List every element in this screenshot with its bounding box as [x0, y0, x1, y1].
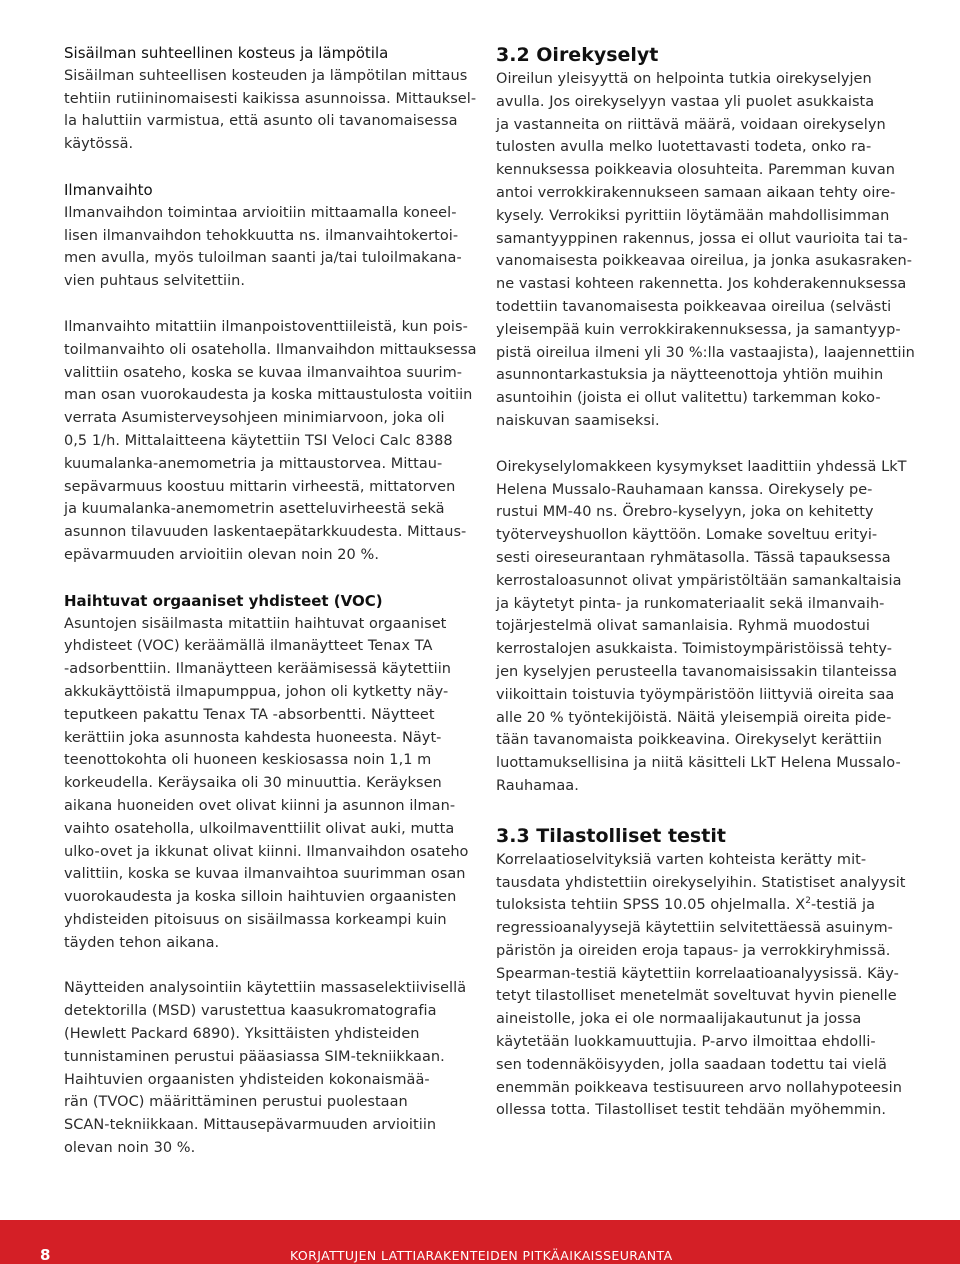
footer-bar [0, 1220, 960, 1264]
text-line: enemmän poikkeava testisuureen arvo nollahypoteesin [496, 1079, 902, 1096]
text-line: päristön ja oireiden eroja tapaus- ja verrokkiryhmissä. [496, 942, 891, 959]
text-line: toilmanvaihto oli osateholla. Ilmanvaihdon mittauksessa [64, 341, 477, 358]
text-line: lisen ilmanvaihdon tehokkuutta ns. ilmanvaihtokertoi- [64, 227, 459, 244]
text-line: tulosten avulla melko luotettavasti todeta, onko ra- [496, 139, 872, 156]
text-line: 0,5 1/h. Mittalaitteena käytettiin TSI Veloci Calc 8388 [64, 432, 453, 449]
text-line: epävarmuuden arvioitiin olevan noin 20 %. [64, 546, 379, 563]
text-line: käytössä. [64, 136, 134, 153]
text-line: tetyt tilastolliset menetelmät soveltuvat hyvin pienelle [496, 988, 897, 1005]
text-line: ollessa totta. Tilastolliset testit tehdään myöhemmin. [496, 1102, 887, 1119]
text-line: valittiin osateho, koska se kuvaa ilmanvaihtoa suurim- [64, 364, 463, 381]
paragraph-ventilation-1 [64, 202, 464, 293]
text-line: la haluttiin varmistua, että asunto oli tavanomaisessa [64, 113, 458, 130]
text-line: (Hewlett Packard 6890). Yksittäisten yhdisteiden [64, 1026, 420, 1043]
text-line: aineistolle, joka ei ole normaalijakautunut ja jossa [496, 1011, 862, 1028]
text-line: Rauhamaa. [496, 777, 579, 794]
chi-square-superscript: 2 [805, 896, 811, 907]
text-line: Spearman-testiä käytettiin korrelaatioanalyysissä. Käy- [496, 965, 899, 982]
heading-ventilation: Ilmanvaihto [64, 180, 153, 199]
text-line: täyden tehon aikana. [64, 934, 220, 951]
paragraph-surveys-2 [496, 456, 907, 798]
paragraph-voc-1 [64, 613, 469, 955]
text-line: -adsorbenttiin. Ilmanäytteen keräämisessä käytettiin [64, 661, 452, 678]
text-line: kerättiin joka asunnosta kahdesta huoneesta. Näyt- [64, 729, 442, 746]
text-line: valittiin, koska se kuvaa ilmanvaihtoa suurimman osan [64, 866, 466, 883]
text-line: teputkeen pakattu Tenax TA -absorbentti. Näytteet [64, 706, 435, 723]
text-line: Sisäilman suhteellisen kosteuden ja lämpötilan mittaus [64, 67, 468, 84]
text-line: kysely. Verrokiksi pyrittiin löytämään mahdollisimman [496, 207, 890, 224]
text-line: ja käytetyt pinta- ja runkomateriaalit sekä ilmanvaih- [496, 595, 885, 612]
text-line: vaihto osateholla, ulkoilmaventtiilit olivat auki, mutta [64, 820, 455, 837]
text-line: yhdisteet (VOC) keräämällä ilmanäytteet Tenax TA [64, 638, 433, 655]
text-line: teenottokohta oli huoneen keskiosassa noin 1,1 m [64, 752, 432, 769]
text-line: ulko-ovet ja ikkunat olivat kiinni. Ilmanvaihdon osateho [64, 843, 469, 860]
text-line: Helena Mussalo-Rauhamaan kanssa. Oirekysely pe- [496, 481, 873, 498]
text-line: alle 20 % työntekijöistä. Näitä yleisempiä oireita pide- [496, 709, 892, 726]
text-line: Asuntojen sisäilmasta mitattiin haihtuvat orgaaniset [64, 615, 447, 632]
text-line: asunnontarkastuksia ja näytteenottoja yhtiön muihin [496, 367, 884, 384]
text-line: avulla. Jos oirekyselyyn vastaa yli puolet asukkaista [496, 93, 875, 110]
text-line: sepävarmuus koostuu mittarin virheestä, mittatorven [64, 478, 456, 495]
right-column [496, 42, 915, 1122]
text-line: rustui MM-40 ns. Örebro-kyselyyn, joka on kehitetty [496, 504, 874, 521]
text-line: viikoittain toistuvia työympäristöön liittyviä oireita saa [496, 686, 895, 703]
text-line: asunnon tilavuuden laskentaepätarkkuudesta. Mittaus- [64, 524, 467, 541]
text-line: rän (TVOC) määrittäminen perustui puolestaan [64, 1094, 408, 1111]
text-line: Haihtuvien orgaanisten yhdisteiden kokonaismää- [64, 1071, 430, 1088]
text-line: tään tavanomaista poikkeavina. Oirekyselyt kerättiin [496, 732, 882, 749]
text-line: akkukäyttöistä ilmapumppua, johon oli kytketty näy- [64, 683, 449, 700]
text-line: kerrostaloasunnot olivat ympäristöltään samankaltaisia [496, 572, 902, 589]
text-line: Oirekyselylomakkeen kysymykset laadittiin yhdessä LkT [496, 458, 907, 475]
text-line: kuumalanka-anemometria ja mittaustorvea. Mittau- [64, 455, 443, 472]
paragraph-humidity [64, 65, 477, 156]
text-line: aikana huoneiden ovet olivat kiinni ja asunnon ilman- [64, 797, 456, 814]
heading-humidity: Sisäilman suhteellinen kosteus ja lämpötila [64, 44, 389, 62]
text-line: detektorilla (MSD) varustettua kaasukromatografia [64, 1003, 437, 1020]
left-column [64, 42, 477, 1160]
text-line: verrata Asumisterveysohjeen minimiarvoon, joka oli [64, 410, 445, 427]
text-line: työterveyshuollon käyttöön. Lomake soveltuu erityi- [496, 527, 878, 544]
text-line: tausdata yhdistettiin oirekyselyihin. Statistiset analyysit [496, 874, 906, 891]
text-line: pistä oireilua ilmeni yli 30 %:lla vastaajista), laajennettiin [496, 344, 915, 361]
paragraph-ventilation-2 [64, 316, 477, 567]
paragraph-surveys-1 [496, 68, 915, 433]
text-line: tunnistaminen perustui pääasiassa SIM-tekniikkaan. [64, 1048, 445, 1065]
heading-statistical-tests: 3.3 Tilastolliset testit [496, 824, 726, 847]
text-line: todettiin tavanomaisesta poikkeavaa oireilua (selvästi [496, 298, 892, 315]
paragraph-statistics [496, 849, 906, 1123]
page-number: 8 [40, 1246, 51, 1264]
text-line: yhdisteiden pitoisuus on sisäilmassa korkeampi kuin [64, 911, 447, 928]
chi-square-suffix: -testiä ja [811, 897, 876, 914]
text-line: asuntoihin (joista ei ollut valitettu) tarkemman koko- [496, 390, 881, 407]
text-line: tuloksista tehtiin SPSS 10.05 ohjelmalla. $X^2$-testiä ja [496, 896, 876, 914]
text-line: tehtiin rutiininomaisesti kaikissa asunnoissa. Mittauksel- [64, 90, 477, 107]
text-line: ja vastanneita on riittävä määrä, voidaan oirekyselyn [496, 116, 886, 133]
text-line: regressioanalyysejä käytettiin selvitettäessä asuinym- [496, 920, 893, 937]
running-title: KORJATTUJEN LATTIARAKENTEIDEN PITKÄAIKAISSEURANTA [290, 1248, 673, 1263]
text-line: tojärjestelmä olivat samanlaisia. Ryhmä muodostui [496, 618, 870, 635]
text-line: samantyyppinen rakennus, jossa ei ollut vaurioita tai ta- [496, 230, 908, 247]
text-line: ne vastasi kohteen rakennetta. Jos kohderakennuksessa [496, 276, 907, 293]
text-line: sesti oireseurantaan ryhmätasolla. Tässä tapauksessa [496, 549, 891, 566]
text-line: yleisempää kuin verrokkirakennuksessa, ja samantyyp- [496, 321, 901, 338]
text-line: kerrostalojen asukkaista. Toimistoympäristöissä tehty- [496, 641, 893, 658]
text-line: käytetään luokkamuuttujia. P-arvo ilmoittaa ehdolli- [496, 1034, 876, 1051]
text-line: ja kuumalanka-anemometrin asetteluvirheestä sekä [64, 501, 445, 518]
paragraph-voc-2 [64, 977, 467, 1159]
text-line: men avulla, myös tuloilman saanti ja/tai tuloilmakana- [64, 250, 462, 267]
text-line: olevan noin 30 %. [64, 1140, 196, 1157]
text-line: Ilmanvaihdon toimintaa arvioitiin mittaamalla koneel- [64, 204, 457, 221]
text-line: korkeudella. Keräysaika oli 30 minuuttia. Keräyksen [64, 775, 442, 792]
text-line: naiskuvan saamiseksi. [496, 412, 660, 429]
text-line: jen kyselyjen perusteella tavanomaisissakin tilanteissa [496, 663, 898, 680]
text-line: Oireilun yleisyyttä on helpointa tutkia oirekyselyjen [496, 71, 872, 87]
text-line: SCAN-tekniikkaan. Mittausepävarmuuden arvioitiin [64, 1117, 437, 1134]
text-line: sen todennäköisyyden, jolla saadaan todettu tai vielä [496, 1056, 887, 1073]
heading-voc: Haihtuvat orgaaniset yhdisteet (VOC) [64, 591, 383, 610]
text-line: Näytteiden analysointiin käytettiin massaselektiivisellä [64, 980, 467, 997]
text-line: man osan vuorokaudesta ja koska mittaustulosta voitiin [64, 387, 473, 404]
text-line: luottamuksellisina ja niitä käsitteli LkT Helena Mussalo- [496, 755, 901, 772]
text-line: kennuksessa poikkeavia olosuhteita. Paremman kuvan [496, 162, 896, 179]
heading-symptom-surveys: 3.2 Oirekyselyt [496, 44, 659, 66]
text-line: antoi verrokkirakennukseen samaan aikaan tehty oire- [496, 184, 896, 201]
text-line: Korrelaatioselvityksiä varten kohteista kerätty mit- [496, 851, 867, 868]
text-line: vuorokaudesta ja koska silloin haihtuvien orgaanisten [64, 889, 457, 906]
text-line: vien puhtaus selvitettiin. [64, 273, 246, 290]
text-line: Ilmanvaihto mitattiin ilmanpoistoventtiileistä, kun pois- [64, 318, 468, 335]
text-line: vanomaisesta poikkeavaa oireilua, ja jonka asukasraken- [496, 253, 913, 270]
